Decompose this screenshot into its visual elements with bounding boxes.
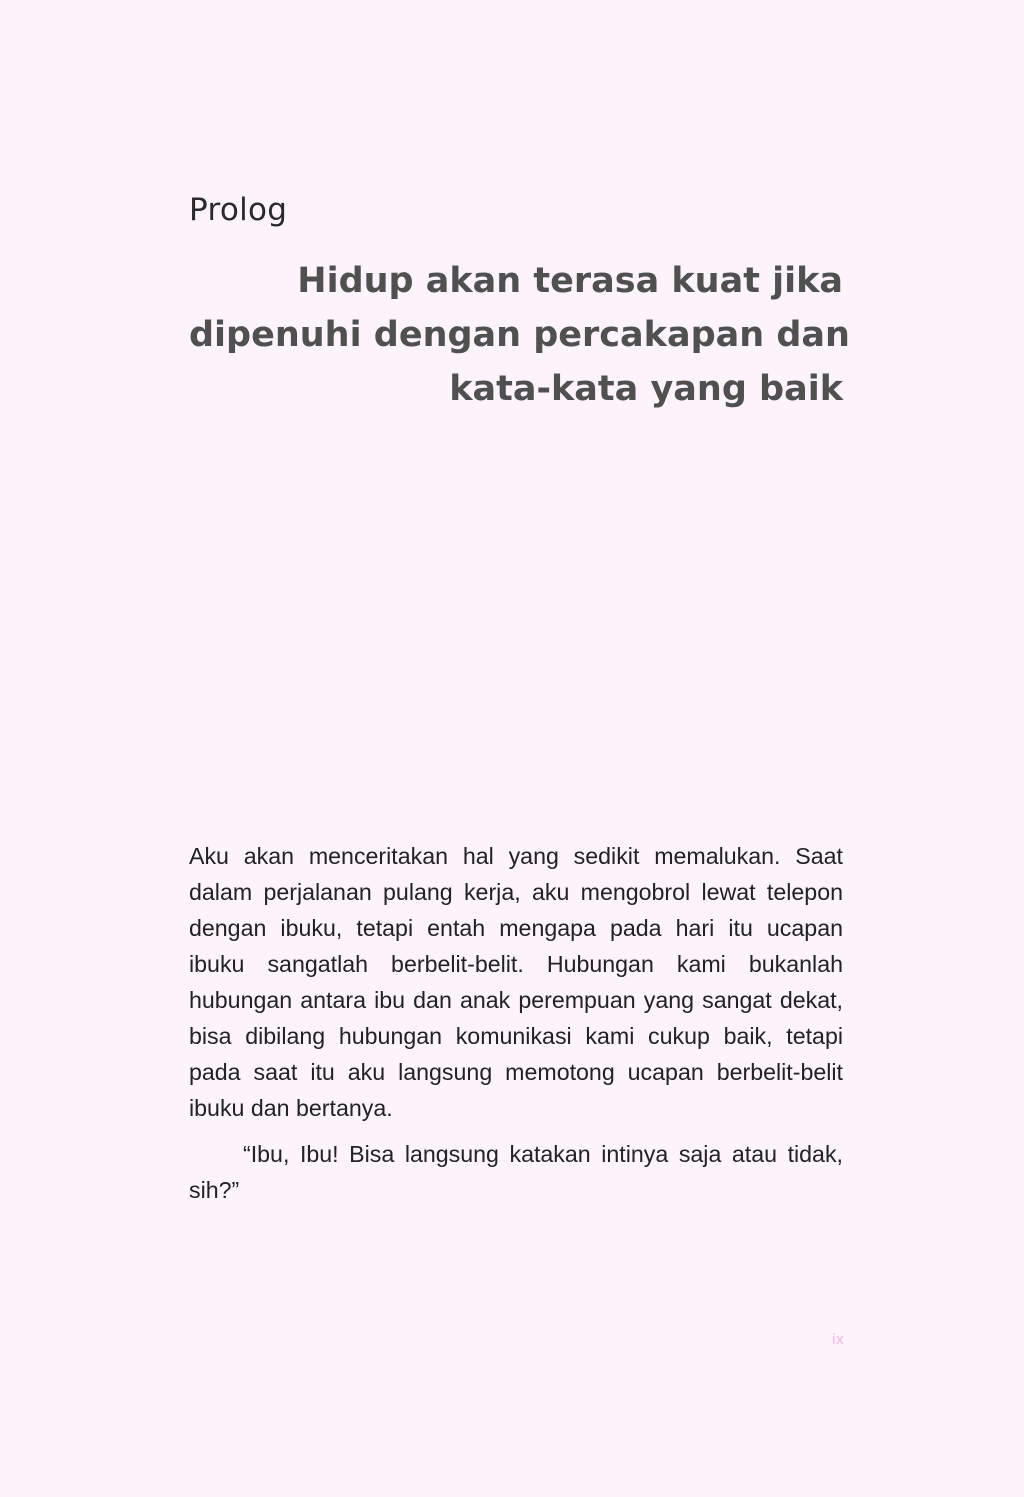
paragraph-2-dialogue: “Ibu, Ibu! Bisa langsung katakan intinya saja atau tidak, sih?” [189, 1141, 843, 1203]
chapter-title-line-2: dipenuhi dengan percakapan dan [189, 315, 850, 355]
body-text [189, 838, 843, 1208]
chapter-title-line-3: kata-kata yang baik [449, 369, 843, 409]
chapter-title-line-1: Hidup akan terasa kuat jika [297, 261, 843, 301]
chapter-title [189, 254, 850, 416]
paragraph-1: Aku akan menceritakan hal yang sedikit memalukan. Saat dalam perjalanan pulang kerja, aku mengobrol lewat telepon dengan ibuku, tetapi entah mengapa pada hari itu ucapan ibuku sangatlah berbelit-belit. Hubungan kami bukanlah hubungan antara ibu dan anak perempuan yang sangat dekat, bisa dibilang hubungan komunikasi kami cukup baik, tetapi pada saat itu aku langsung memotong ucapan berbelit-belit ibuku dan bertanya. [189, 843, 843, 1121]
section-label: Prolog [189, 192, 288, 228]
page-number: ix [831, 1332, 844, 1348]
